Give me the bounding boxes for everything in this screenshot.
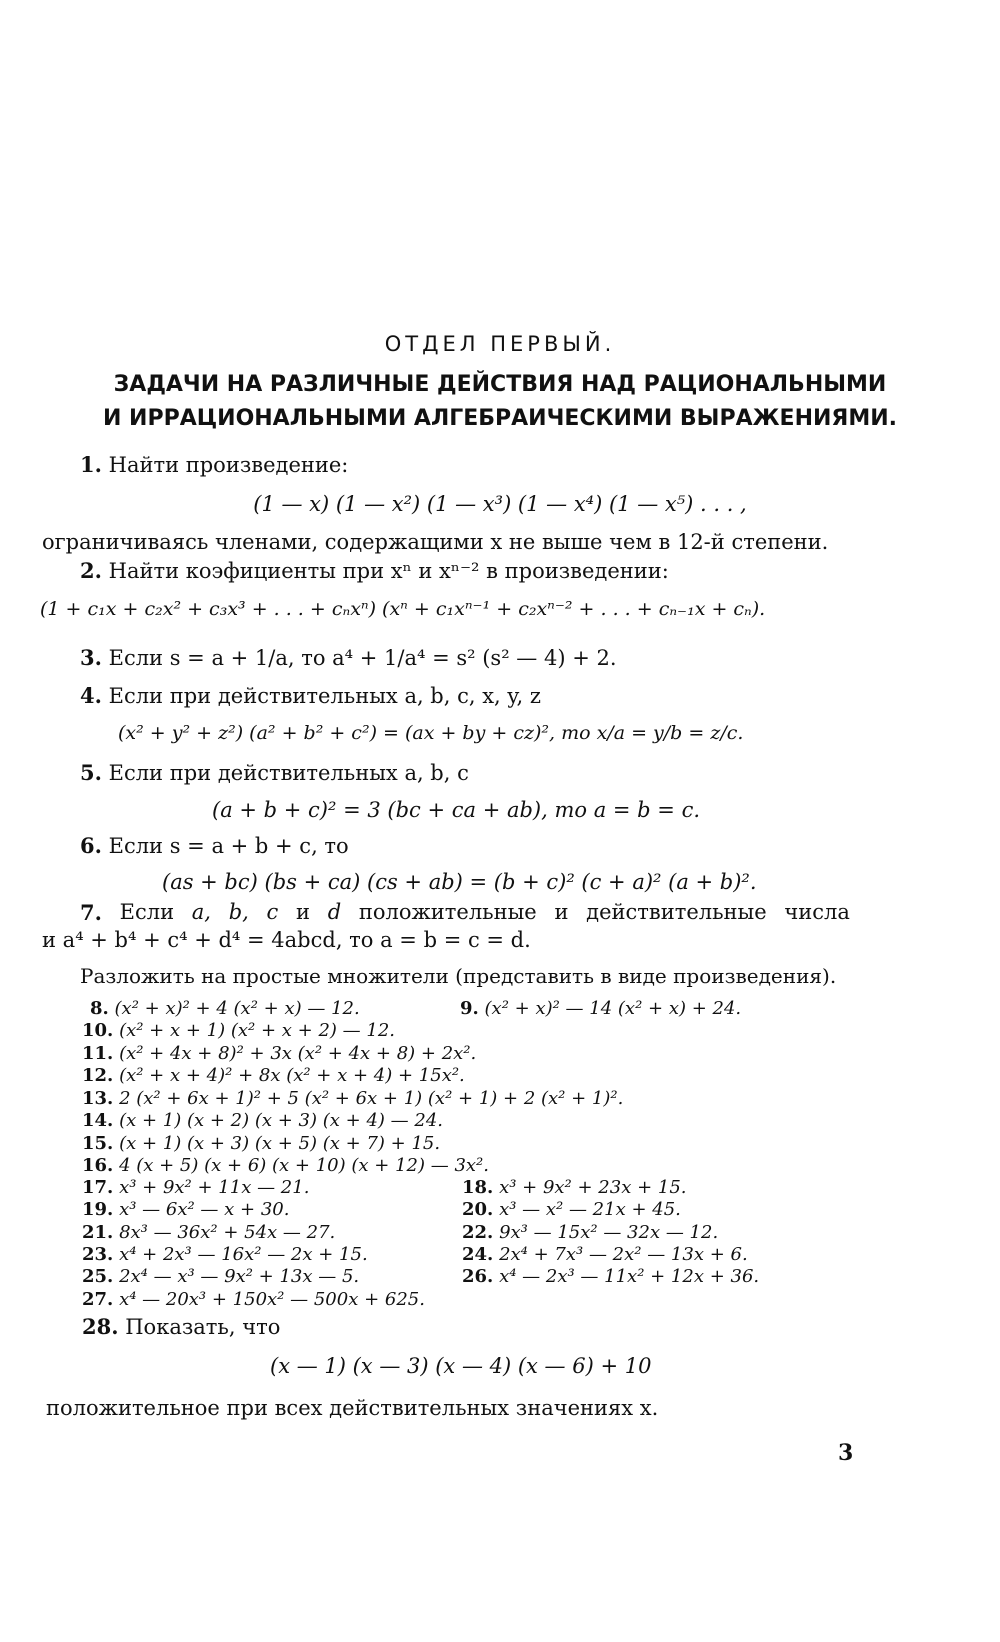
problem-8 <box>90 998 360 1019</box>
problem-number: 27. <box>82 1289 114 1310</box>
problem-16 <box>82 1155 489 1176</box>
problem-19 <box>82 1199 289 1220</box>
problem-expression: (x + 1) (x + 2) (x + 3) (x + 4) — 24. <box>119 1110 443 1131</box>
problem-expression: 2x⁴ — x³ — 9x² + 13x — 5. <box>119 1266 360 1287</box>
problem-15 <box>82 1133 440 1154</box>
problem-expression: x³ — 6x² — x + 30. <box>119 1199 290 1220</box>
problem-text: Найти коэфициенты при xⁿ и xⁿ⁻² в произведении: <box>108 559 669 583</box>
word: b, <box>228 900 249 924</box>
problem-number: 23. <box>82 1244 114 1265</box>
problem-expression: x³ + 9x² + 11x — 21. <box>119 1177 310 1198</box>
problem-expression: x⁴ + 2x³ — 16x² — 2x + 15. <box>119 1244 368 1265</box>
problem-4-formula: (x² + y² + z²) (a² + b² + c²) = (ax + by + cz)², то x/a = y/b = z/c. <box>118 722 744 744</box>
problem-28-tail: положительное при всех действительных значениях x. <box>46 1396 659 1420</box>
word: d <box>327 900 342 924</box>
problem-expression: (x² + x + 4)² + 8x (x² + x + 4) + 15x². <box>119 1065 465 1086</box>
problem-number: 9. <box>460 998 479 1019</box>
word: действительные <box>586 900 767 924</box>
problem-number: 25. <box>82 1266 114 1287</box>
problem-number: 20. <box>462 1199 494 1220</box>
problem-number: 18. <box>462 1177 494 1198</box>
problem-7-line-1 <box>80 900 850 925</box>
problem-18 <box>462 1177 687 1198</box>
problem-expression: x⁴ — 20x³ + 150x² — 500x + 625. <box>119 1289 425 1310</box>
problem-number: 19. <box>82 1199 114 1220</box>
word: и <box>554 900 569 924</box>
chapter-title-line-1: ЗАДАЧИ НА РАЗЛИЧНЫЕ ДЕЙСТВИЯ НАД РАЦИОНАЛЬНЫМИ <box>113 372 887 397</box>
page-number: 3 <box>838 1440 854 1466</box>
problem-12 <box>82 1065 465 1086</box>
problem-number: 22. <box>462 1222 494 1243</box>
problem-number: 5. <box>80 760 102 785</box>
problem-7-line-2: и a⁴ + b⁴ + c⁴ + d⁴ = 4abcd, то a = b = c = d. <box>42 928 531 952</box>
section-heading: ОТДЕЛ ПЕРВЫЙ. <box>384 332 616 356</box>
problem-text: Если s = a + b + c, то <box>108 834 349 858</box>
problem-2-formula: (1 + c₁x + c₂x² + c₃x³ + . . . + cₙxⁿ) (xⁿ + c₁xⁿ⁻¹ + c₂xⁿ⁻² + . . . + cₙ₋₁x + cₙ). <box>40 598 766 620</box>
problem-1-formula: (1 — x) (1 — x²) (1 — x³) (1 — x⁴) (1 — x⁵) . . . , <box>253 492 747 516</box>
problem-4-intro <box>80 683 541 708</box>
problem-expression: (x² + x + 1) (x² + x + 2) — 12. <box>119 1020 395 1041</box>
problem-number: 8. <box>90 998 109 1019</box>
problem-23 <box>82 1244 368 1265</box>
problem-expression: 2x⁴ + 7x³ — 2x² — 13x + 6. <box>499 1244 748 1265</box>
problem-text: Если s = a + 1/a, то a⁴ + 1/a⁴ = s² (s² — 4) + 2. <box>108 646 617 670</box>
problem-number: 17. <box>82 1177 114 1198</box>
chapter-title-line-2: И ИРРАЦИОНАЛЬНЫМИ АЛГЕБРАИЧЕСКИМИ ВЫРАЖЕНИЯМИ. <box>102 406 898 431</box>
problem-text: Если при действительных a, b, c, x, y, z <box>108 684 541 708</box>
problem-expression: 9x³ — 15x² — 32x — 12. <box>499 1222 719 1243</box>
problem-number: 24. <box>462 1244 494 1265</box>
factor-heading: Разложить на простые множители (представить в виде произведения). <box>80 964 837 988</box>
problem-5-formula: (a + b + c)² = 3 (bc + ca + ab), то a = b = c. <box>212 798 701 822</box>
problem-number: 13. <box>82 1088 114 1109</box>
problem-3 <box>80 645 617 670</box>
problem-number: 21. <box>82 1222 114 1243</box>
problem-1-tail: ограничиваясь членами, содержащими x не выше чем в 12-й степени. <box>42 530 829 554</box>
problem-expression: 2 (x² + 6x + 1)² + 5 (x² + 6x + 1) (x² + 1) + 2 (x² + 1)². <box>119 1088 624 1109</box>
problem-number: 3. <box>80 645 102 670</box>
problem-14 <box>82 1110 443 1131</box>
problem-28-intro <box>82 1314 280 1339</box>
problem-expression: (x + 1) (x + 3) (x + 5) (x + 7) + 15. <box>119 1133 441 1154</box>
problem-17 <box>82 1177 309 1198</box>
problem-1-intro <box>80 452 348 477</box>
problem-number: 28. <box>82 1314 119 1339</box>
problem-number: 15. <box>82 1133 114 1154</box>
word: положительные <box>358 900 537 924</box>
problem-expression: (x² + x)² — 14 (x² + x) + 24. <box>484 998 742 1019</box>
problem-text: Показать, что <box>125 1315 281 1339</box>
problem-22 <box>462 1222 718 1243</box>
word: a, <box>191 900 211 924</box>
problem-21 <box>82 1222 335 1243</box>
problem-expression: x³ — x² — 21x + 45. <box>499 1199 681 1220</box>
problem-number: 1. <box>80 452 102 477</box>
problem-number: 11. <box>82 1043 114 1064</box>
problem-9 <box>460 998 741 1019</box>
problem-6-intro <box>80 833 349 858</box>
problem-expression: (x² + x)² + 4 (x² + x) — 12. <box>114 998 360 1019</box>
problem-11 <box>82 1043 476 1064</box>
problem-number: 26. <box>462 1266 494 1287</box>
problem-2-intro <box>80 558 669 583</box>
problem-28-formula: (x — 1) (x — 3) (x — 4) (x — 6) + 10 <box>270 1354 652 1378</box>
word: числа <box>784 900 850 924</box>
problem-expression: (x² + 4x + 8)² + 3x (x² + 4x + 8) + 2x². <box>119 1043 477 1064</box>
problem-number: 6. <box>80 833 102 858</box>
problem-expression: 4 (x + 5) (x + 6) (x + 10) (x + 12) — 3x². <box>119 1155 489 1176</box>
problem-number: 7. <box>80 900 102 925</box>
problem-number: 2. <box>80 558 102 583</box>
problem-13 <box>82 1088 623 1109</box>
word: и <box>295 900 310 924</box>
problem-number: 12. <box>82 1065 114 1086</box>
problem-5-intro <box>80 760 469 785</box>
problem-expression: x⁴ — 2x³ — 11x² + 12x + 36. <box>499 1266 760 1287</box>
problem-number: 14. <box>82 1110 114 1131</box>
problem-number: 4. <box>80 683 102 708</box>
problem-number: 16. <box>82 1155 114 1176</box>
problem-27 <box>82 1289 425 1310</box>
problem-20 <box>462 1199 681 1220</box>
word: c <box>266 900 279 924</box>
problem-10 <box>82 1020 395 1041</box>
problem-number: 10. <box>82 1020 114 1041</box>
problem-24 <box>462 1244 748 1265</box>
problem-expression: 8x³ — 36x² + 54x — 27. <box>119 1222 336 1243</box>
problem-26 <box>462 1266 759 1287</box>
problem-text: Найти произведение: <box>108 453 349 477</box>
problem-text: Если при действительных a, b, c <box>108 761 469 785</box>
problem-6-formula: (as + bc) (bs + ca) (cs + ab) = (b + c)² (c + a)² (a + b)². <box>162 870 757 894</box>
problem-25 <box>82 1266 359 1287</box>
problem-expression: x³ + 9x² + 23x + 15. <box>499 1177 687 1198</box>
word: Если <box>119 900 175 924</box>
